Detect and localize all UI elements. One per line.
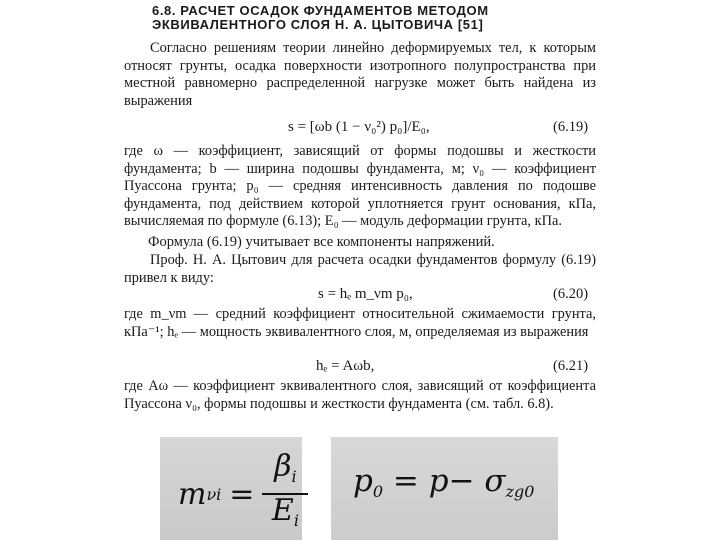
equation-number-6-21: (6.21)	[553, 358, 589, 374]
inset1-equals: =	[229, 476, 255, 512]
formula-note: Формула (6.19) учитывает все компоненты напряжений.	[148, 234, 495, 250]
formula-6-19: s = [ωb (1 − ν₀²) p₀]/E₀,	[288, 119, 430, 135]
formula-inset-m-vi	[160, 437, 302, 540]
definitions-paragraph-3: где Aω — коэффициент эквивалентного слоя, зависящий от коэффициента Пуассона ν₀, формы подошвы и жесткости фундамента (см. табл. 6.8).	[124, 378, 596, 412]
section-title-line-2: ЭКВИВАЛЕНТНОГО СЛОЯ Н. А. ЦЫТОВИЧА [51]	[152, 17, 484, 32]
intro-paragraph: Согласно решениям теории линейно деформируемых тел, к которым относят грунты, осадка поверхности изотропного полупространства при местной равномерно распределенной нагрузке может быть найдена из выражения	[124, 40, 596, 109]
inset1-fraction	[262, 451, 308, 537]
inset2-rest: = p− σ	[383, 463, 506, 499]
formula-6-20: s = hₑ m_νm p₀,	[318, 286, 413, 302]
section-title-line-1: 6.8. РАСЧЕТ ОСАДОК ФУНДАМЕНТОВ МЕТОДОМ	[152, 3, 489, 18]
inset1-numerator: β	[274, 449, 292, 484]
formula-inset-p0	[331, 437, 558, 540]
inset1-lhs: m	[178, 476, 207, 512]
inset1-denominator-sub: i	[293, 511, 299, 530]
tsytovich-paragraph: Проф. Н. А. Цытович для расчета осадки фундаментов формулу (6.19) привел к виду:	[124, 252, 596, 286]
formula-6-21: hₑ = Aωb,	[316, 358, 375, 374]
inset1-numerator-sub: i	[291, 467, 297, 486]
definitions-paragraph-2: где m_νm — средний коэффициент относительной сжимаемости грунта, кПа⁻¹; hₑ — мощность эквивалентного слоя, м, определяемая из выражения	[124, 306, 596, 340]
inset2-p: p	[353, 463, 373, 499]
equation-number-6-20: (6.20)	[553, 286, 589, 302]
inset2-sigma-sub: zg0	[505, 482, 535, 501]
inset1-lhs-sub: νi	[206, 484, 222, 504]
equation-number-6-19: (6.19)	[553, 119, 589, 135]
inset2-p-sub: 0	[372, 482, 384, 501]
inset1-denominator: E	[271, 493, 294, 528]
definitions-paragraph-1: где ω — коэффициент, зависящий от формы подошвы и жесткости фундамента; b — ширина подошвы фундамента, м; ν₀ — коэффициент Пуассона грунта; p₀ — средняя интенсивность давления по подошве фундамента, под действием которой уплотняется грунт основания, кПа, вычисляемая по формуле (6.13); E₀ — модуль деформации грунта, кПа.	[124, 143, 596, 230]
